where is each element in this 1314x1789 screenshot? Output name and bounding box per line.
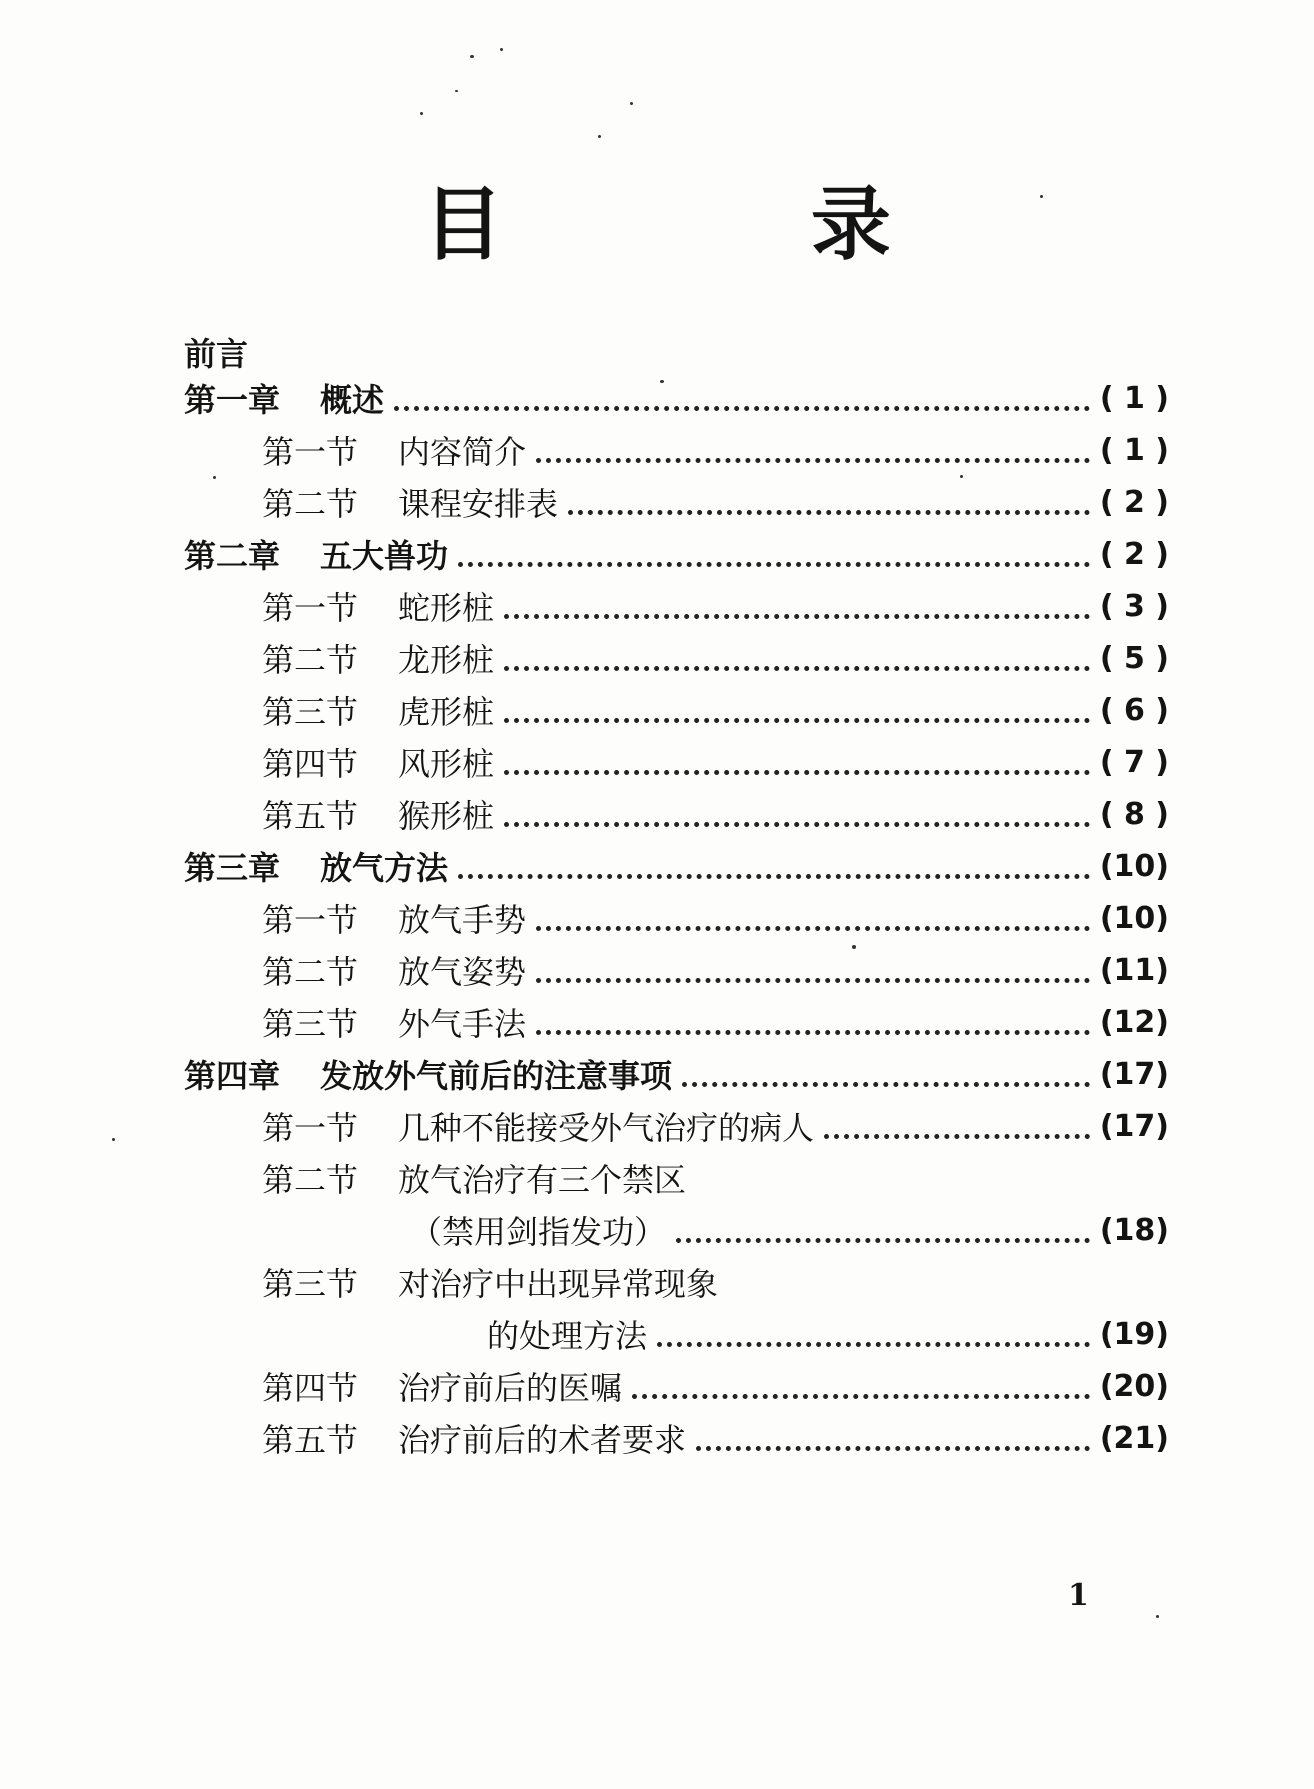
page-ref: ( 5 )	[1099, 640, 1169, 676]
dot-leader	[632, 1394, 1090, 1399]
section-title: 对治疗中出现异常现象	[398, 1265, 719, 1303]
section-entry[interactable]	[262, 1104, 1169, 1148]
section-label: 第四节	[262, 1369, 359, 1407]
section-label: 第一节	[262, 589, 359, 627]
page-ref: ( 8 )	[1099, 796, 1169, 832]
page-title: 目 录	[423, 178, 1031, 271]
page-number: 1	[1068, 1578, 1089, 1613]
page-ref: ( 2 )	[1099, 536, 1169, 572]
dot-leader	[458, 874, 1090, 879]
section-label: 第二节	[262, 641, 359, 679]
section-title: 治疗前后的术者要求	[398, 1421, 687, 1459]
section-entry[interactable]	[262, 896, 1169, 940]
section-label: 第四节	[262, 745, 359, 783]
section-entry[interactable]	[262, 584, 1169, 628]
section-title: 几种不能接受外气治疗的病人	[398, 1109, 815, 1147]
page-ref: (20)	[1099, 1368, 1169, 1404]
section-title: 风形桩	[398, 745, 495, 783]
section-entry[interactable]	[262, 740, 1169, 784]
page-ref: ( 2 )	[1099, 484, 1169, 520]
section-label: 第三节	[262, 1005, 359, 1043]
section-title: 放气手势	[398, 901, 527, 939]
chapter-entry[interactable]	[184, 1052, 1169, 1096]
dot-leader	[504, 718, 1090, 723]
section-entry[interactable]	[262, 428, 1169, 472]
chapter-label: 第二章	[184, 537, 281, 575]
section-entry[interactable]	[262, 688, 1169, 732]
dot-leader	[536, 926, 1090, 931]
page-ref: (17)	[1099, 1108, 1169, 1144]
section-entry[interactable]	[262, 1156, 1169, 1200]
section-label: 第三节	[262, 1265, 359, 1303]
section-title: 课程安排表	[398, 485, 559, 523]
dot-leader	[657, 1342, 1090, 1347]
dot-leader	[682, 1082, 1090, 1087]
section-entry[interactable]	[262, 1000, 1169, 1044]
section-title: 猴形桩	[398, 797, 495, 835]
section-label: 第一节	[262, 901, 359, 939]
section-label: 第五节	[262, 797, 359, 835]
chapter-label: 第四章	[184, 1057, 281, 1095]
section-title: 治疗前后的医嘱	[398, 1369, 623, 1407]
dot-leader	[536, 1030, 1090, 1035]
dot-leader	[536, 458, 1090, 463]
chapter-title: 概述	[320, 381, 385, 419]
section-entry-continued[interactable]	[410, 1208, 1169, 1252]
page-ref: (18)	[1099, 1212, 1169, 1248]
page-ref: ( 7 )	[1099, 744, 1169, 780]
section-entry[interactable]	[262, 480, 1169, 524]
page-ref: ( 6 )	[1099, 692, 1169, 728]
section-entry[interactable]	[262, 948, 1169, 992]
section-label: 第三节	[262, 693, 359, 731]
chapter-entry[interactable]	[184, 532, 1169, 576]
section-title: 龙形桩	[398, 641, 495, 679]
dot-leader	[824, 1134, 1090, 1139]
section-title: 外气手法	[398, 1005, 527, 1043]
page-ref: ( 1 )	[1099, 380, 1169, 416]
chapter-title: 发放外气前后的注意事项	[320, 1057, 673, 1095]
page-ref: (19)	[1099, 1316, 1169, 1352]
dot-leader	[458, 562, 1090, 567]
chapter-entry[interactable]	[184, 376, 1169, 420]
page-ref: (12)	[1099, 1004, 1169, 1040]
section-label: 第二节	[262, 1161, 359, 1199]
section-title: 放气治疗有三个禁区	[398, 1161, 687, 1199]
section-title-continued: 的处理方法	[487, 1317, 648, 1355]
dot-leader	[394, 406, 1090, 411]
section-entry[interactable]	[262, 636, 1169, 680]
page-ref: (21)	[1099, 1420, 1169, 1456]
section-title-continued: （禁用剑指发功）	[410, 1213, 667, 1251]
preface-label: 前言	[184, 335, 249, 373]
chapter-title: 放气方法	[320, 849, 449, 887]
section-entry[interactable]	[262, 792, 1169, 836]
page-ref: (10)	[1099, 900, 1169, 936]
dot-leader	[676, 1238, 1090, 1243]
section-label: 第一节	[262, 433, 359, 471]
page-ref: ( 1 )	[1099, 432, 1169, 468]
section-title: 蛇形桩	[398, 589, 495, 627]
page-ref: (10)	[1099, 848, 1169, 884]
section-entry[interactable]	[262, 1364, 1169, 1408]
chapter-label: 第三章	[184, 849, 281, 887]
page-ref: (17)	[1099, 1056, 1169, 1092]
dot-leader	[536, 978, 1090, 983]
dot-leader	[504, 614, 1090, 619]
page-ref: ( 3 )	[1099, 588, 1169, 624]
dot-leader	[568, 510, 1090, 515]
section-entry[interactable]	[262, 1260, 1169, 1304]
section-title: 放气姿势	[398, 953, 527, 991]
dot-leader	[696, 1446, 1090, 1451]
section-entry-continued[interactable]	[487, 1312, 1169, 1356]
preface-entry[interactable]	[184, 330, 248, 374]
dot-leader	[504, 666, 1090, 671]
chapter-label: 第一章	[184, 381, 281, 419]
chapter-entry[interactable]	[184, 844, 1169, 888]
section-label: 第一节	[262, 1109, 359, 1147]
section-title: 虎形桩	[398, 693, 495, 731]
section-label: 第二节	[262, 953, 359, 991]
section-label: 第五节	[262, 1421, 359, 1459]
section-label: 第二节	[262, 485, 359, 523]
dot-leader	[504, 822, 1090, 827]
dot-leader	[504, 770, 1090, 775]
section-title: 内容简介	[398, 433, 527, 471]
section-entry[interactable]	[262, 1416, 1169, 1460]
page-ref: (11)	[1099, 952, 1169, 988]
chapter-title: 五大兽功	[320, 537, 449, 575]
